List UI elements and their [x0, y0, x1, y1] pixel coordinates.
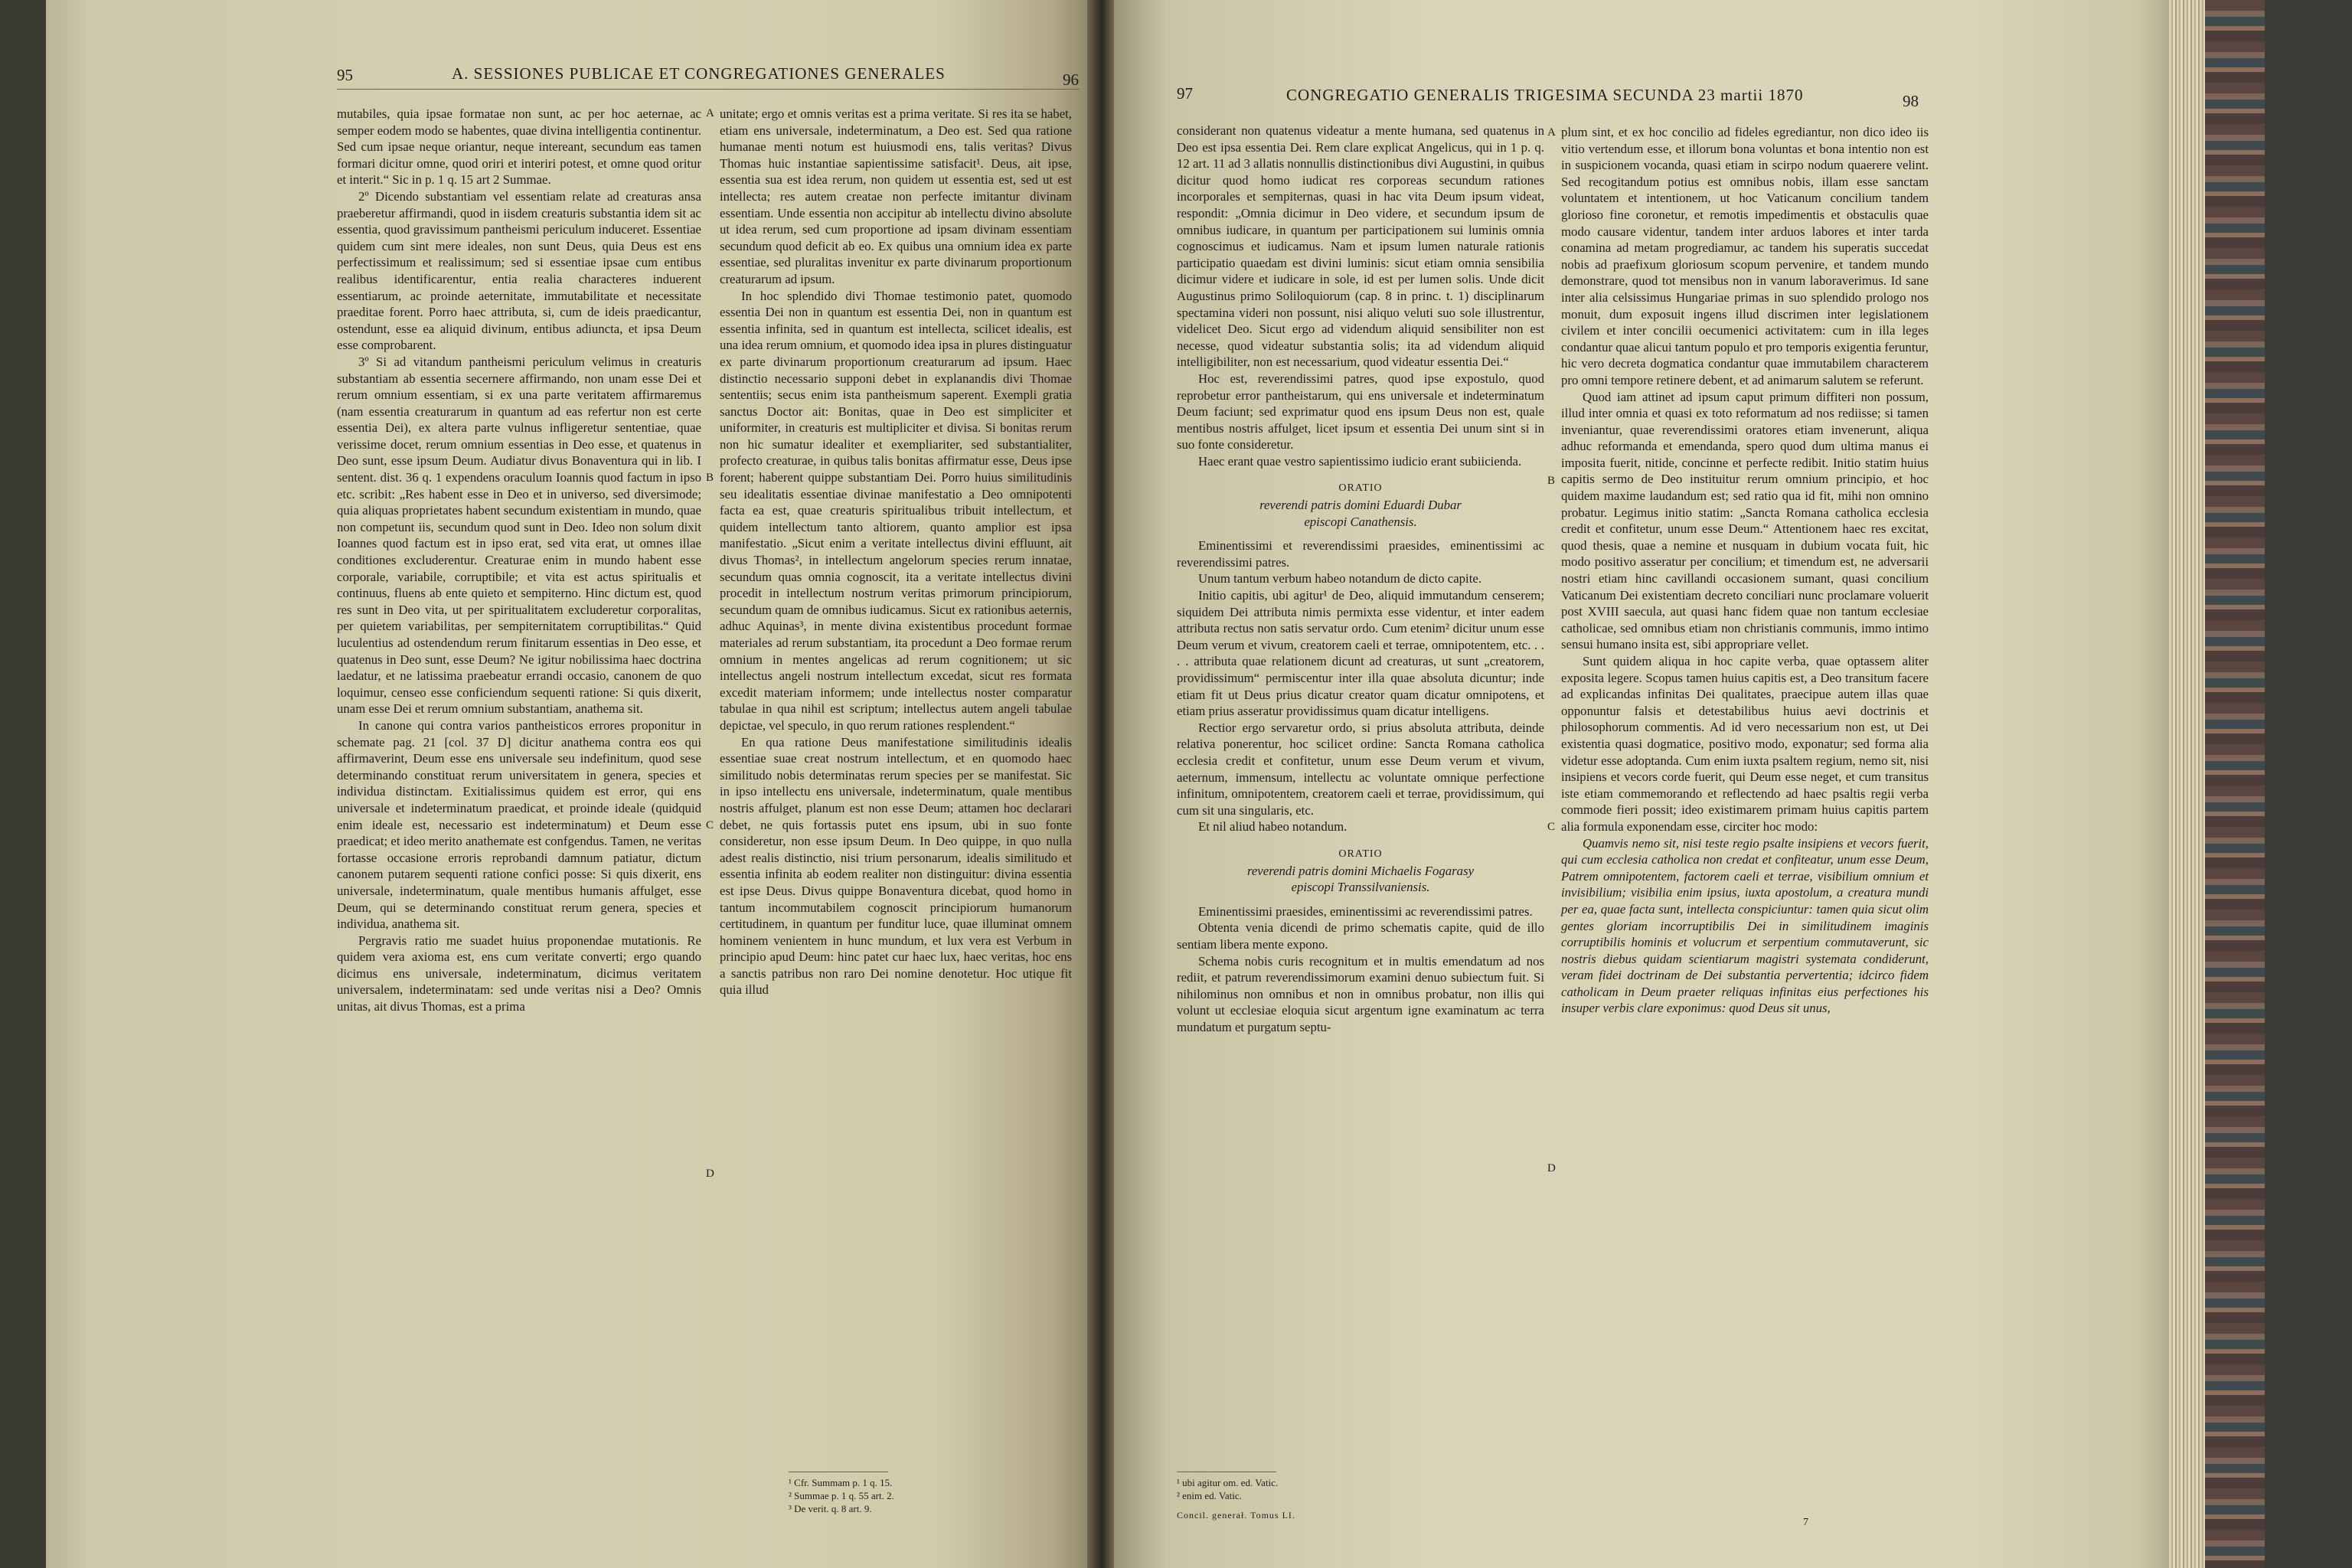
paragraph: 2º Dicendo substantiam vel essentiam relate ad creaturas ansa praeberetur affirmandi, quod in iisdem creaturis substantia idem sit ac essentia, quod gravissimum pantheismi periculum induceret. Essentiae quidem cum sint mere ideales, non sunt Deus, quia Deus est ens perfectissimum et realissimum; sed si essentiae ipsae cum entibus realibus identificarentur, entia realia characteres induerent essentiarum, ac proinde aeternitate, immutabilitate et necessitate praeditae forent. Porro haec attributa, si, cum de ideis praedicantur, ostendunt, esse ea aliquid divinum, entibus adiuncta, et ipsa Deum esse comprobarent.	[337, 188, 701, 353]
paragraph: Haec erant quae vestro sapientissimo iudicio erant subiicienda.	[1198, 453, 1522, 469]
oratio-heading: ORATIO	[1338, 482, 1383, 495]
running-head-right: CONGREGATIO GENERALIS TRIGESIMA SECUNDA 23 martii 1870	[1286, 86, 1804, 104]
page-number-98: 98	[1903, 92, 1919, 110]
footnotes-right	[1177, 1476, 1278, 1502]
paragraph: unitate; ergo et omnis veritas est a prima veritate. Si res ita se habet, etiam ens universale, indeterminatum, a Deo est. Sed qua ratione humanae menti notum est huiusmodi ens, talis veritas? Divus Thomas huic instantiae sapientissime satisfacit¹. Deus, ait ipse, essentia sua est idea rerum, non quidem ut essentia est, sed ut est intellecta; res autem creatae non perfecte imitantur divinam essentiam. Unde essentia non accipitur ab intellectu divino absolute ut idea rerum, sed cum proportione ad ipsam divinam essentiam secundum quod deficit ab eo. Ex quibus una omnium idea ex parte essentiae, sed pluralitas invenitur ex parte divinarum proportionum creaturarum ad ipsum.	[720, 106, 1072, 286]
left-page-col-a	[337, 106, 701, 1015]
paragraph: Hoc est, reverendissimi patres, quod ipse expostulo, quod reprobetur error pantheistarum, qui ens universale et indeterminatum Deum faciunt; sed exprimatur quod ens ipsum Deus non est, quale mentibus nostris affulget, licet ipsum et essentia Dei unum sint si in suo fonte consideretur.	[1177, 371, 1544, 452]
signature-line: Concil. generał. Tomus LI.	[1177, 1510, 1295, 1521]
background	[2265, 0, 2352, 1568]
paragraph: Quod iam attinet ad ipsum caput primum diffiteri non possum, illud inter omnia et quasi ex toto reformatum ad nos rediisse; si tamen inveniantur, quae reverendissimi oratores etiam invenerunt, aliqua adhuc reformanda et emendanda, spero quod dum ultima manus ei imposita fuerit, nitide, concinne et perfecte redibit. Initio statim huius capitis sermo de Deo instituitur rerum omnium principio, et hoc quidem maxime laudandum est; sed ratio qua id fit, mihi non omnino probatur. Legimus initio statim: „Sancta Romana catholica ecclesia credit et confitetur, unum esse Deum.“ Attentionem haec res excitat, quod thesis, quae a nemine et nusquam in dubium vocata fuit, hic modo positivo asseratur per concilium; et timendum est, ne adversarii nostri etiam hinc cavillandi occasionem sumant, quasi concilium Vaticanum Dei existentiam decreto conciliari nunc proclamare voluerit post XVIII saecula, aut quasi hanc fidem quae non tantum ecclesiae catholicae, sed omnibus etiam non christianis communis, immo intimo sensui humano insita est, sibi appropriare vellet.	[1561, 389, 1929, 652]
paragraph: Sunt quidem aliqua in hoc capite verba, quae optassem aliter exposita legere. Scopus tamen huius capitis est, a Deo transitum facere ad explicandas infinitas Dei qualitates, praecipue autem illas quae opponuntur falsis et detestabilibus huius aevi doctrinis et philosophorum commentis. Ad id vero necessarium non est, ut Dei existentia quasi dogmatice, positivo modo, exponatur; sed forma alia videtur esse adoptanda. Cum enim iuxta psaltem regium, nemo sit, nisi insipiens et vecors corde fuerit, qui Deum esse neget, et cum transitus iste etiam commemorando et reflectendo ad haec psaltis regii verba commode fieri possit; ideo existimarem primam huius capitis partem alia formula exponendam esse, circiter hoc modo:	[1561, 654, 1929, 834]
left-page-col-b	[720, 106, 1072, 998]
paragraph: plum sint, et ex hoc concilio ad fideles egrediantur, non dico ideo iis vitio vertendum esse, et illorum bona voluntas et bona intentio non est in suspicionem vocanda, quasi etiam in scirpo nodum quaerere velint. Sed recogitandum potius est omnibus nobis, illam esse sanctam voluntatem et intentionem, ut hoc Vaticanum concilium tandem glorioso fine coronetur, et remotis impedimentis et obstaculis quae modo causare videntur, tandem inter arduos labores et inter tarda conamina ad metam progrediamur, ac tandem his superatis succedat nobis ad praefixum gloriosum scopum pervenire, et tandem mundo demonstrare, quod tot mensibus non in vanum laboraverimus. Id sane inter alia celsissimus Hungariae primas in suo splendido prologo nos monuit, dum exposuit ingens illud discrimen inter legislationem civilem et inter concilii oecumenici activitatem: cum in illa leges condantur quae alicui tantum populo et pro temporis exigentia feruntur, hic vero decreta dogmatica condantur quae immutabilem characterem pro omni tempore retinere debent, et ad animarum salutem se referunt.	[1561, 125, 1929, 387]
footnote: ¹ ubi agitur om. ed. Vatic.	[1177, 1477, 1279, 1488]
margin-letter-c: C	[706, 819, 714, 831]
footnote: ² Summae p. 1 q. 55 art. 2.	[789, 1490, 894, 1501]
oratio-speaker: reverendi patris domini Michaelis Fogarasy	[1246, 863, 1475, 878]
paragraph: Eminentissimi praesides, eminentissimi ac reverendissimi patres.	[1198, 903, 1533, 919]
paragraph: Unum tantum verbum habeo notandum de dicto capite.	[1198, 571, 1482, 586]
right-page-col-b	[1561, 124, 1929, 1017]
book-spine-band	[2205, 0, 2265, 1568]
right-page-col-a	[1177, 122, 1544, 1035]
paragraph: In canone qui contra varios pantheisticos errores proponitur in schemate pag. 21 [col. 37 D] dicitur anathema contra eos qui affirmaverint, Deum esse ens universale seu indefinitum, quod sese determinando constituat rerum universitatem in genera, species et individua distinctam. Exitialissimus quidem est error, qui ens universale et indeterminatum praedicat, et proinde ideale (quidquid enim ideale est, necessario est indeterminatum) et Deum esse praedicat; et ideo merito anathemate est confgendus. Tamen, ne veritas fortasse occasione erroris reprobandi damnum patiatur, dictum canonem putarem sequenti ratione confici posse: Si quis dixerit, ens universale, indeterminatum, quale mentibus humanis affulget, esse Deum, qui se determinando constituat rerum genera, species et individua, anathema sit.	[337, 717, 701, 932]
running-head-left: A. SESSIONES PUBLICAE ET CONGREGATIONES GENERALES	[452, 64, 946, 83]
paragraph: In hoc splendido divi Thomae testimonio patet, quomodo essentia Dei non in quantum est essentia Dei, non in quantum est essentia infinita, sed in quantum est intellecta, scilicet idealis, est una idea rerum omnium, et quomodo idea ipsa in plures distinguatur ex parte divinarum proportionum creaturarum ad ipsum. Haec distinctio necessario supponi debet in explanandis divi Thomae sententiis; secus enim ista pantheismum saperent. Exempli gratia sanctus Doctor ait: Bonitas, quae in Deo est simpliciter et uniformiter, in creaturis est multipliciter et divisa. Si bonitas rerum non hic sumatur idealiter et exempliariter, sed substantialiter, profecto creaturae, in quibus talis bonitas affirmatur esse, Deus ipse forent; haberent quippe substantiam Dei. Porro huius similitudinis seu idealitatis essentiae divinae manifestatio a Deo omnipotenti facta ea est, quae creaturis spiritualibus tribuit intellectum, et quidem intellectum tanto altiorem, quanto amplior est ipsa manifestatio. „Sicut enim a veritate intellectus divini effluunt, ait divus Thomas², in intellectum angelorum species rerum innatae, secundum quas omnia cognoscit, ita a veritate intellectus divini procedit in intellectum nostrum veritas primorum principiorum, secundum quam de omnibus iudicamus. Sicut ex rationibus aeternis, adhuc Aquinas³, in mente divina existentibus procedunt formae materiales ad rerum substantiam, ita procedunt a Deo formae rerum omnium in mentes angelicas ad rerum cognitionem; ut sic intellectus angeli nostrum intellectum excedat, sicut res formata excedit materiam informem; unde intellectus noster comparatur tabulae in qua nihil est scriptum; intellectus autem angeli tabulae depictae, vel speculo, in quo rerum rationes resplendent.“	[720, 288, 1072, 733]
margin-letter-b: B	[706, 472, 714, 484]
oratio-speaker: reverendi patris domini Eduardi Dubar	[1259, 498, 1462, 513]
paragraph: Pergravis ratio me suadet huius proponendae mutationis. Re quidem vera axioma est, ens cum veritate converti; ergo quando dicimus ens universale, indeterminatum, dicimus veritatem universalem, indeterminatam: sed unde veritas nisi a Deo? Omnis unitas, ait divus Thomas, est a prima	[337, 933, 701, 1014]
paragraph: Et nil aliud habeo notandum.	[1198, 819, 1348, 835]
page-edges	[2169, 0, 2207, 1568]
bottom-page-number: 7	[1803, 1517, 1808, 1528]
paragraph: mutabiles, quia ipsae formatae non sunt, ac per hoc aeternae, ac semper eodem modo se habentes, quae divina intelligentia continentur. Sed cum ipsae neque oriantur, neque intereant, secundum eas tamen formari dicitur omne, quod oriri et interiri potest, et omne quod oritur et interit.“ Sic in p. 1 q. 15 art 2 Summae.	[337, 106, 701, 188]
margin-letter-c: C	[1547, 821, 1556, 833]
left-page	[46, 0, 1095, 1568]
margin-letter-a: A	[1547, 126, 1556, 139]
footnote: ² enim ed. Vatic.	[1177, 1490, 1242, 1501]
footnotes-left	[789, 1476, 894, 1515]
margin-letter-a: A	[706, 107, 714, 119]
paragraph: En qua ratione Deus manifestatione similitudinis idealis essentiae suae creat nostrum intellectum, et en quomodo haec similitudo nobis determinatas rerum species per se manifestat. Sic in ipso intellectu ens universale, indeterminatum, quale mentibus nostris affulget, planum est non esse Deum; attamen hoc declarari debet, ne quis fortassis putet ens ipsum, ubi in suo fonte consideretur, non esse ipsum Deum. In Deo quippe, in quo nulla adest realis distinctio, nisi trium personarum, idealis similitudo et essentia infinita ab eodem realiter non distinguitur: divina essentia est ipse Deus. Divus quippe Bonaventura dicebat, quod homo in tantum incommutabilem cognoscit principiorum humanorum certitudinem, in quantum per funditur luce, quae illuminat omnem hominem venientem in hunc mundum, et lux vera est Verbum in principio apud Deum: hinc patet cur haec lux, haec veritas, hoc ens a sanctis patribus non raro Dei nomine denotetur. Hoc utique fit quia illud	[720, 734, 1072, 998]
paragraph: Initio capitis, ubi agitur¹ de Deo, aliquid immutandum censerem; siquidem Dei attributa nimis permixta esse videntur, et inter eadem attributa rectus non satis servatur ordo. Cum etenim² dicitur unum esse Deum verum et vivum, creatorem caeli et terrae, omnipotentem, etc. . . . . attributa quae relationem dicunt ad creaturas, ut sunt „creatorem, providissimum“ permiscentur inter illa quae absoluta dicuntur; inde etiam fit ut Deus prius dicatur creator quam dicatur omnipotens, et etiam prius asseratur providissimus quam dicatur intelligens.	[1177, 588, 1544, 719]
margin-letter-d: D	[706, 1168, 714, 1180]
paragraph: Schema nobis curis recognitum et in multis emendatum ad nos rediit, et patrum reverendissimorum examini denuo subiectum fuit. Si nihilominus non omnibus et non in omnibus probatur, non illis qui volunt ut ecclesiae eloquia sicut argentum igne examinatum ac terra mundatum et purgatum septu-	[1177, 953, 1544, 1034]
paragraph: considerant non quatenus videatur a mente humana, sed quatenus in Deo est ipsa essentia Dei. Rem clare explicat Angelicus, qui in 1 p. q. 12 art. 11 ad 3 allatis nonnullis distinctionibus divi Augustini, in quibus dicitur quod homo iudicat res corporeas secundum rationes incorporales et sempiternas, quasi in hac vita Deum ipsum videat, respondit: „Omnia dicimur in Deo videre, et secundum ipsum de omnibus iudicare, in quantum per participationem sui luminis omnia cognoscimus et iudicamus. Nam et ipsum lumen naturale rationis participatio quaedam est divini luminis: sicut etiam omnia sensibilia dicimur videre et iudicare in sole, id est per lumen solis. Unde dicit Augustinus primo Soliloquiorum (cap. 8 in princ. t. 1) disciplinarum spectamina videri non possunt, nisi aliquo veluti suo sole illustrentur, videlicet Deo. Sicut ergo ad videndum aliquid sensibiliter non est necesse, quod videatur substantia solis; ita ad videndum aliquid intelligibiliter, non est necessarium, quod videatur essentia Dei.“	[1177, 123, 1544, 370]
margin-letter-d: D	[1547, 1162, 1556, 1174]
header-rule	[337, 89, 1080, 90]
paragraph: Eminentissimi et reverendissimi praesides, eminentissimi ac reverendissimi patres.	[1177, 538, 1544, 570]
oratio-see: episcopi Canathensis.	[1304, 514, 1417, 529]
paragraph: 3º Si ad vitandum pantheismi periculum velimus in creaturis substantiam ab essentia secernere affirmando, non unam esse Dei et rerum omnium essentiam, si ex una parte veritatem affirmaremus (nam essentia creaturarum in quantum ad eas refertur non est certe essentia Dei), ex altera parte vulnus infligeretur sententiae, quae verissime docet, rerum omnium essentias in Deo esse, et quatenus in Deo sunt, esse ipsum Deum. Audiatur divus Bonaventura qui in lib. I sentent. dist. 36 q. 1 expendens oraculum Ioannis quod factum in ipso etc. scribit: „Res habent esse in Deo et in universo, sed diversimode; quia aliquas proprietates habent secundum existentiam in mundo, quae non competunt iis, secundum quod sunt in Deo. Ideo non solum dixit Ioannes quod factum est in ipso erat, sed vita erat, ut omnes illae conditiones excluderentur. Creaturae enim in mundo habent esse corporale, variabile, corruptibile; et vita est actus spiritualis et continuus, fluens ab ente quieto et sempiterno. Hinc dictum est, quod res sunt in Deo vita, ut per spiritualitatem excluderetur corporalitas, per quietem variabilitas, per sempiternitatem corruptibilitas.“ Quid luculentius ad ostendendum rerum finitarum essentias in Deo esse, et quatenus in Deo sunt, esse Deum? Ne igitur nobilissima haec doctrina laedatur, et ne latissima praebeatur errandi occasio, canonem de quo loquimur, censeo esse conficiendum sequenti ratione: Si quis dixerit, unam esse Dei et rerum omnium substantiam, anathema sit.	[337, 354, 701, 717]
paragraph: Quamvis nemo sit, nisi teste regio psalte insipiens et vecors fuerit, qui cum ecclesia catholica non credat et confiteatur, unum esse Deum, Patrem omnipotentem, factorem caeli et terrae, visibilium omnium et invisibilium; visibilia enim ipsius, iuxta apostolum, a creatura mundi per ea, quae facta sunt, intellecta conspiciuntur: tamen quia sicut olim gentes gloriam incorruptibilis Dei in similitudinem imaginis corruptibilis hominis et volucrum et serpentium commutaverunt, sic nostris diebus quidam scientiarum magistri systemata condiderunt, veram fidei doctrinam de Dei substantia pervertentia; idcirco fidem catholicam in Deum praeter reliquas infinitas eius perfectiones his insuper verbis clare exponimus: quod Deus sit unus,	[1561, 835, 1929, 1016]
right-page	[1114, 0, 2169, 1568]
footnote: ¹ Cfr. Summam p. 1 q. 15.	[789, 1477, 893, 1488]
paragraph: Obtenta venia dicendi de primo schematis capite, quid de illo sentiam libera mente expono.	[1177, 920, 1544, 952]
page-number-95: 95	[337, 66, 353, 84]
footnote: ³ De verit. q. 8 art. 9.	[789, 1503, 872, 1514]
oratio-heading: ORATIO	[1338, 848, 1383, 860]
page-number-97: 97	[1177, 84, 1193, 103]
margin-letter-b: B	[1547, 475, 1556, 487]
paragraph: Rectior ergo servaretur ordo, si prius absoluta attributa, deinde relativa ponerentur, hoc scilicet ordine: Sancta Romana catholica ecclesia credit et confitetur, unum esse Deum verum et vivum, aeternum, immensum, intellectu ac voluntate omnique perfectione infinitum, omnipotentem, creatorem caeli et terrae, providissimum, qui cum sit una singularis, etc.	[1177, 720, 1544, 818]
page-number-96: 96	[1063, 70, 1079, 89]
oratio-see: episcopi Transsilvaniensis.	[1291, 880, 1430, 895]
